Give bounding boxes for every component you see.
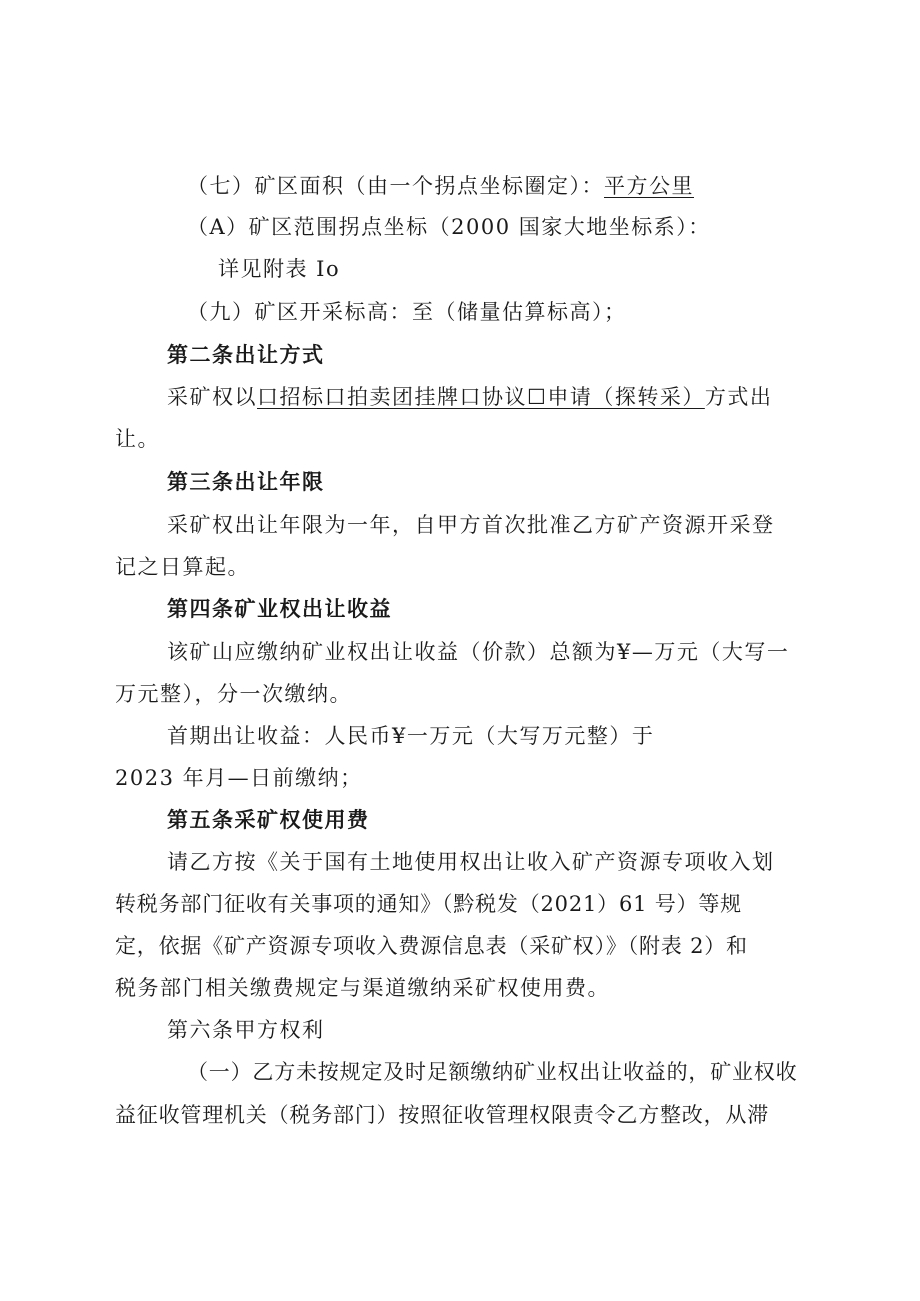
- item9-line: （九）矿区开采标高：至（储量估算标高）；: [187, 300, 627, 324]
- article6-line2: 益征收管理机关（税务部门）按照征收管理权限责令乙方整改，从滞: [115, 1103, 769, 1127]
- article3-title: 第三条出让年限: [167, 469, 325, 494]
- article4-line1: 该矿山应缴纳矿业权出让收益（价款）总额为¥—万元（大写一: [167, 640, 790, 664]
- article3-line2: 记之日算起。: [115, 555, 250, 579]
- article4-line4: 2023 年月—日前缴纳；: [115, 766, 363, 790]
- article2-prefix: 采矿权以: [167, 385, 257, 409]
- article6-line1: （一）乙方未按规定及时足额缴纳矿业权出让收益的，矿业权收: [187, 1060, 798, 1084]
- article4-line3: 首期出让收益：人民币¥一万元（大写万元整）于: [167, 724, 655, 748]
- article4-line2: 万元整），分一次缴纳。: [115, 682, 352, 706]
- item7-label: （七）矿区面积（由一个拐点坐标圈定）：: [187, 174, 604, 198]
- article5-line1: 请乙方按《关于国有土地使用权出让收入矿产资源专项收入划: [167, 850, 775, 874]
- article2-options: 口招标口拍卖团挂牌口协议☐申请（探转采）: [257, 385, 705, 409]
- article5-line2: 转税务部门征收有关事项的通知》（黔税发（2021）61 号）等规: [115, 892, 742, 916]
- item7-value: 平方公里: [604, 174, 694, 198]
- item8-line: （A）矿区范围拐点坐标（2000 国家大地坐标系）：: [187, 215, 711, 239]
- article5-line4: 税务部门相关缴费规定与渠道缴纳采矿权使用费。: [115, 976, 610, 1000]
- item8-detail: 详见附表 Io: [218, 257, 341, 281]
- article5-line3: 定，依据《矿产资源专项收入费源信息表（采矿权）》（附表 2）和: [115, 934, 748, 958]
- article2-suffix: 方式出: [704, 385, 773, 409]
- article2-continuation: 让。: [115, 427, 160, 451]
- item7-line: [187, 172, 694, 200]
- article3-line1: 采矿权出让年限为一年，自甲方首次批准乙方矿产资源开采登: [167, 513, 775, 537]
- article2-title: 第二条出让方式: [167, 342, 325, 367]
- article4-title: 第四条矿业权出让收益: [167, 596, 392, 621]
- article6-title: 第六条甲方权利: [167, 1018, 325, 1042]
- article5-title: 第五条采矿权使用费: [167, 807, 370, 832]
- article2-body: [167, 383, 772, 411]
